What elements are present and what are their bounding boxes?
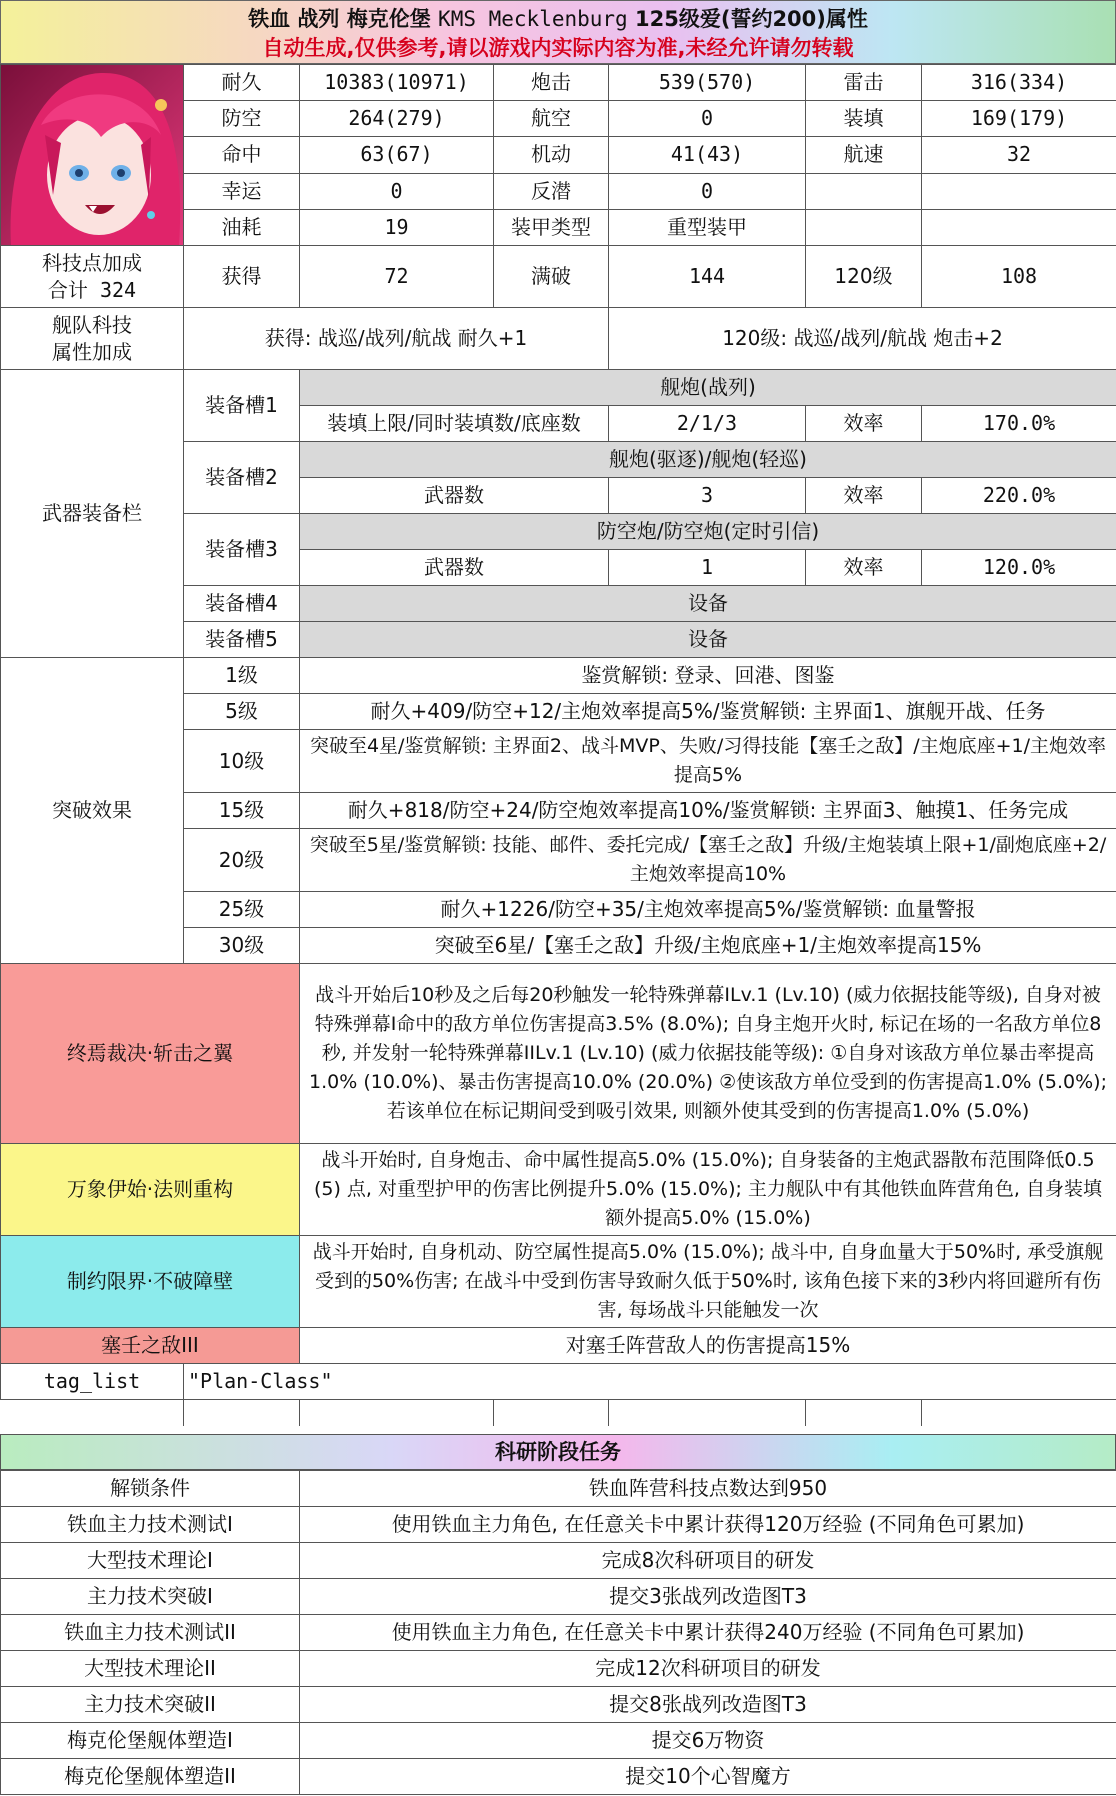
breakthrough-text: 耐久+1226/防空+35/主炮效率提高5%/鉴赏解锁: 血量警报: [300, 892, 1116, 928]
equipment-label: 武器装备栏: [1, 370, 184, 658]
tech-label-text: 科技点加成: [42, 250, 142, 275]
sheet-title: [1, 4, 1115, 34]
spacer-cell: [922, 1400, 1116, 1426]
skill-description: 战斗开始时, 自身机动、防空属性提高5.0% (15.0%); 战斗中, 自身血量大于50%时, 承受旗舰受到的50%伤害; 在战斗中受到伤害导致耐久低于50%时, 该角色接下来的3秒内将回避所有伤害, 每场战斗只能触发一次: [300, 1236, 1116, 1328]
breakthrough-text: 突破至5星/鉴赏解锁: 技能、邮件、委托完成/【塞壬之敌】升级/主炮装填上限+1/副炮底座+2/主炮效率提高10%: [300, 829, 1116, 892]
equip-slot-name: 装备槽2: [184, 442, 300, 514]
stat-value: 32: [922, 137, 1116, 173]
spacer-cell: [300, 1400, 494, 1426]
tech-item-value: 108: [922, 246, 1116, 308]
stat-label: 机动: [494, 137, 609, 173]
tech-item-value: 72: [300, 246, 494, 308]
stat-label: 装填: [806, 101, 922, 137]
disclaimer: 自动生成,仅供参考,请以游戏内实际内容为准,未经允许请勿转载: [262, 36, 854, 60]
equip-eff-label: 效率: [806, 550, 922, 586]
skill-name: 万象伊始·法则重构: [1, 1144, 300, 1236]
breakthrough-level: 15级: [184, 793, 300, 829]
breakthrough-level: 10级: [184, 730, 300, 793]
fleet-tech-label-1: 舰队科技: [52, 312, 132, 337]
equip-param-label: 武器数: [300, 478, 609, 514]
equip-slot-type: 防空炮/防空炮(定时引信): [300, 514, 1116, 550]
research-desc: 使用铁血主力角色, 在任意关卡中累计获得240万经验 (不同角色可累加): [300, 1615, 1116, 1651]
stat-value: 539(570): [609, 65, 806, 101]
stat-label: 反潜: [494, 173, 609, 209]
skill-name: 制约限界·不破障壁: [1, 1236, 300, 1328]
stat-value: 63(67): [300, 137, 494, 173]
research-desc: 使用铁血主力角色, 在任意关卡中累计获得120万经验 (不同角色可累加): [300, 1507, 1116, 1543]
research-table: [0, 1470, 1116, 1795]
main-table: [0, 64, 1116, 1426]
tech-item-label: 满破: [494, 246, 609, 308]
tech-row: [1, 246, 1116, 308]
header-banner: [0, 0, 1116, 64]
research-row: [1, 1759, 1116, 1795]
research-desc: 完成12次科研项目的研发: [300, 1651, 1116, 1687]
title-suffix: 125级爱(誓约200)属性: [635, 7, 868, 31]
research-name: 铁血主力技术测试II: [1, 1615, 300, 1651]
research-row: [1, 1615, 1116, 1651]
title-cn: 铁血 战列 梅克伦堡: [248, 7, 431, 31]
research-row: [1, 1687, 1116, 1723]
stat-label: 航速: [806, 137, 922, 173]
title-en: KMS Mecklenburg: [438, 7, 628, 31]
research-row: [1, 1651, 1116, 1687]
breakthrough-row: [1, 658, 1116, 694]
equip-param-label: 武器数: [300, 550, 609, 586]
spacer-cell: [184, 1400, 300, 1426]
stat-label: 命中: [184, 137, 300, 173]
equip-eff-value: 170.0%: [922, 406, 1116, 442]
skill-row: [1, 1328, 1116, 1364]
research-name: 主力技术突破II: [1, 1687, 300, 1723]
character-portrait: [1, 65, 184, 246]
research-desc: 提交3张战列改造图T3: [300, 1579, 1116, 1615]
equip-slot-1-type-row: [1, 370, 1116, 406]
skill-description: 对塞壬阵营敌人的伤害提高15%: [300, 1328, 1116, 1364]
portrait-icon: [1, 65, 184, 245]
tag-row: [1, 1364, 1116, 1400]
stat-value: 10383(10971): [300, 65, 494, 101]
spacer-cell: [1, 1400, 184, 1426]
stat-label: 雷击: [806, 65, 922, 101]
research-desc: 提交6万物资: [300, 1723, 1116, 1759]
spacer-cell: [806, 1400, 922, 1426]
equip-slot-type: 舰炮(战列): [300, 370, 1116, 406]
skill-name: 塞壬之敌III: [1, 1328, 300, 1364]
research-name: 解锁条件: [1, 1471, 300, 1507]
skill-row: [1, 1144, 1116, 1236]
stat-label: 炮击: [494, 65, 609, 101]
tech-item-value: 144: [609, 246, 806, 308]
skill-name: 终焉裁决·斩击之翼: [1, 964, 300, 1144]
research-name: 大型技术理论II: [1, 1651, 300, 1687]
stat-value: 19: [300, 209, 494, 245]
stat-value: 316(334): [922, 65, 1116, 101]
breakthrough-level: 5级: [184, 694, 300, 730]
stat-label: 幸运: [184, 173, 300, 209]
equip-param-label: 装填上限/同时装填数/底座数: [300, 406, 609, 442]
fleet-tech-row: [1, 308, 1116, 370]
stat-label: 装甲类型: [494, 209, 609, 245]
breakthrough-level: 25级: [184, 892, 300, 928]
skill-description: 战斗开始时, 自身炮击、命中属性提高5.0% (15.0%); 自身装备的主炮武器散布范围降低0.5 (5) 点, 对重型护甲的伤害比例提升5.0% (15.0%); 主力舰队中有其他铁血阵营角色, 自身装填额外提高5.0% (15.0%): [300, 1144, 1116, 1236]
research-name: 梅克伦堡舰体塑造II: [1, 1759, 300, 1795]
equip-eff-value: 120.0%: [922, 550, 1116, 586]
equip-slot-type: 设备: [300, 622, 1116, 658]
equip-eff-value: 220.0%: [922, 478, 1116, 514]
stat-value: 0: [300, 173, 494, 209]
breakthrough-text: 突破至4星/鉴赏解锁: 主界面2、战斗MVP、失败/习得技能【塞壬之敌】/主炮底座+1/主炮效率提高5%: [300, 730, 1116, 793]
research-name: 铁血主力技术测试I: [1, 1507, 300, 1543]
breakthrough-level: 20级: [184, 829, 300, 892]
research-row: [1, 1471, 1116, 1507]
equip-eff-label: 效率: [806, 478, 922, 514]
stat-label: [806, 173, 922, 209]
breakthrough-level: 30级: [184, 928, 300, 964]
stat-row: [1, 65, 1116, 101]
research-desc: 提交8张战列改造图T3: [300, 1687, 1116, 1723]
tech-total: 合计 324: [47, 277, 137, 302]
research-row: [1, 1507, 1116, 1543]
tag-value: "Plan-Class": [184, 1364, 1116, 1400]
research-name: 大型技术理论I: [1, 1543, 300, 1579]
tech-label: [1, 246, 184, 308]
skill-row: [1, 964, 1116, 1144]
fleet-tech-lv120: 120级: 战巡/战列/航战 炮击+2: [609, 308, 1116, 370]
stat-value: 264(279): [300, 101, 494, 137]
stat-label: 防空: [184, 101, 300, 137]
skill-description: 战斗开始后10秒及之后每20秒触发一轮特殊弹幕ILv.1 (Lv.10) (威力依据技能等级), 自身对被特殊弹幕I命中的敌方单位伤害提高3.5% (8.0%); 自身主炮开火时, 标记在场的一名敌方单位8秒, 并发射一轮特殊弹幕IILv.1 (Lv.10) (威力依据技能等级): ①自身对该敌方单位暴击率提高1.0% (10.0%)、暴击伤害提高10.0% (20.0%) ②使该敌方单位受到的伤害提高1.0% (5.0%); 若该单位在标记期间受到吸引效果, 则额外使其受到的伤害提高1.0% (5.0%): [300, 964, 1116, 1144]
equip-eff-label: 效率: [806, 406, 922, 442]
spacer-cell: [494, 1400, 609, 1426]
stat-label: [806, 209, 922, 245]
research-row: [1, 1723, 1116, 1759]
fleet-tech-label-2: 属性加成: [52, 339, 132, 364]
equip-slot-name: 装备槽5: [184, 622, 300, 658]
breakthrough-text: 耐久+818/防空+24/防空炮效率提高10%/鉴赏解锁: 主界面3、触摸1、任务完成: [300, 793, 1116, 829]
tech-item-label: 120级: [806, 246, 922, 308]
spacer-cell: [609, 1400, 806, 1426]
stat-value: [922, 173, 1116, 209]
research-row: [1, 1543, 1116, 1579]
research-desc: 铁血阵营科技点数达到950: [300, 1471, 1116, 1507]
research-desc: 完成8次科研项目的研发: [300, 1543, 1116, 1579]
tag-label: tag_list: [1, 1364, 184, 1400]
equip-param-value: 1: [609, 550, 806, 586]
equip-slot-type: 设备: [300, 586, 1116, 622]
skill-row: [1, 1236, 1116, 1328]
stat-value: 41(43): [609, 137, 806, 173]
stat-value: 重型装甲: [609, 209, 806, 245]
stat-label: 油耗: [184, 209, 300, 245]
equip-slot-name: 装备槽4: [184, 586, 300, 622]
research-section: [0, 1434, 1116, 1795]
stat-value: 0: [609, 173, 806, 209]
stat-label: 耐久: [184, 65, 300, 101]
fleet-tech-label: [1, 308, 184, 370]
fleet-tech-obtain: 获得: 战巡/战列/航战 耐久+1: [184, 308, 609, 370]
equip-slot-name: 装备槽1: [184, 370, 300, 442]
research-name: 主力技术突破I: [1, 1579, 300, 1615]
breakthrough-level: 1级: [184, 658, 300, 694]
breakthrough-text: 突破至6星/【塞壬之敌】升级/主炮底座+1/主炮效率提高15%: [300, 928, 1116, 964]
tech-item-label: 获得: [184, 246, 300, 308]
research-title: 科研阶段任务: [0, 1434, 1116, 1470]
spacer-row: [1, 1400, 1116, 1426]
breakthrough-label: 突破效果: [1, 658, 184, 964]
stat-value: 169(179): [922, 101, 1116, 137]
equip-param-value: 2/1/3: [609, 406, 806, 442]
stat-value: [922, 209, 1116, 245]
equip-slot-type: 舰炮(驱逐)/舰炮(轻巡): [300, 442, 1116, 478]
breakthrough-text: 鉴赏解锁: 登录、回港、图鉴: [300, 658, 1116, 694]
stat-label: 航空: [494, 101, 609, 137]
equip-param-value: 3: [609, 478, 806, 514]
breakthrough-text: 耐久+409/防空+12/主炮效率提高5%/鉴赏解锁: 主界面1、旗舰开战、任务: [300, 694, 1116, 730]
equip-slot-name: 装备槽3: [184, 514, 300, 586]
research-name: 梅克伦堡舰体塑造I: [1, 1723, 300, 1759]
research-row: [1, 1579, 1116, 1615]
research-desc: 提交10个心智魔方: [300, 1759, 1116, 1795]
stat-value: 0: [609, 101, 806, 137]
